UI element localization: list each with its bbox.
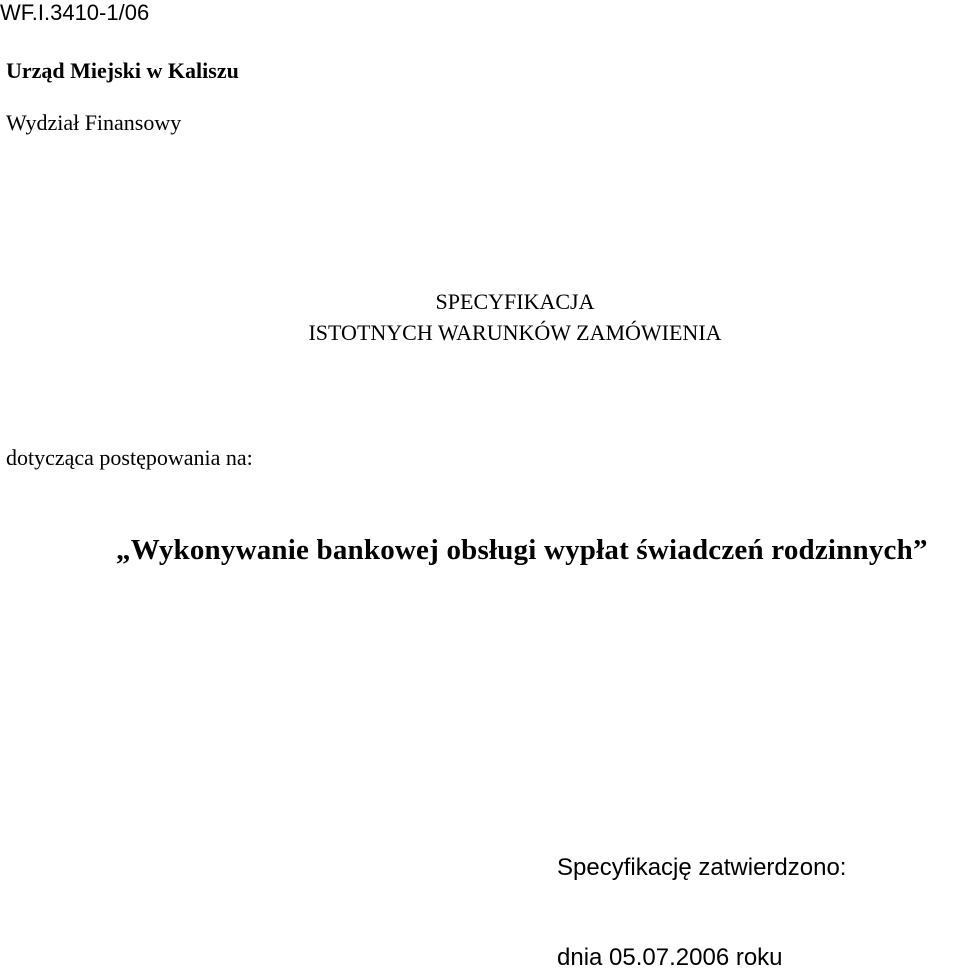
approval-label: Specyfikację zatwierdzono: [557, 854, 847, 881]
document-title-line-2: ISTOTNYCH WARUNKÓW ZAMÓWIENIA [308, 320, 722, 345]
approval-date: dnia 05.07.2006 roku [557, 944, 783, 971]
procedure-title: „Wykonywanie bankowej obsługi wypłat świadczeń rodzinnych” [116, 534, 928, 566]
document-title-line-1: SPECYFIKACJA [435, 289, 595, 314]
department-name: Wydział Finansowy [6, 110, 182, 135]
office-name: Urząd Miejski w Kaliszu [6, 58, 239, 83]
concerning-label: dotycząca postępowania na: [6, 445, 253, 470]
reference-number: WF.I.3410-1/06 [0, 0, 150, 25]
